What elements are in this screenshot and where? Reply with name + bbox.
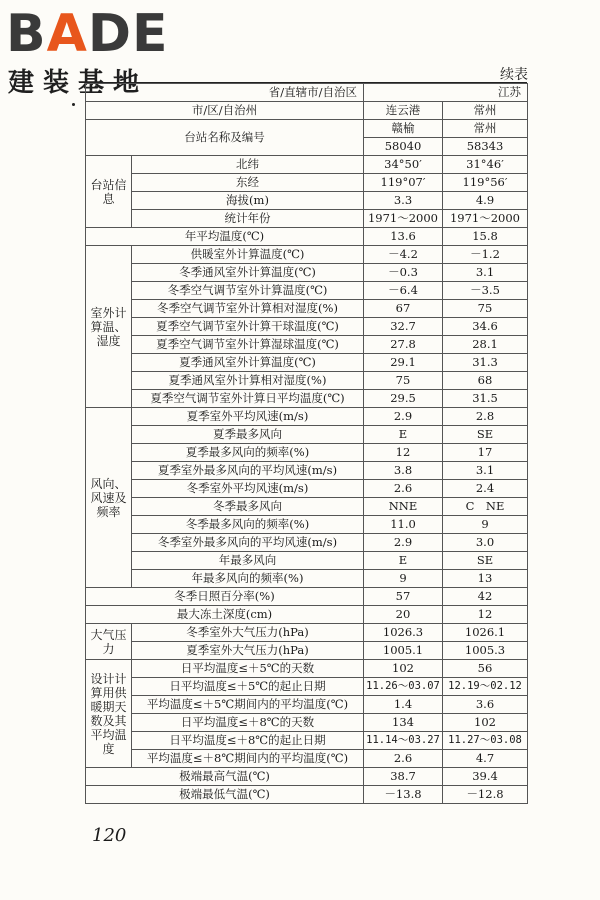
- row-value-2: 9: [443, 516, 528, 534]
- row-value-2: 2.4: [443, 480, 528, 498]
- table-row: [86, 210, 528, 228]
- table-row: [86, 246, 528, 264]
- table-row: [86, 300, 528, 318]
- row-label: 夏季空气调节室外计算干球温度(℃): [132, 318, 364, 336]
- row-value-1: NNE: [364, 498, 443, 516]
- row-value-1: 9: [364, 570, 443, 588]
- table-row: [86, 678, 528, 696]
- row-value-1: 57: [364, 588, 443, 606]
- row-value-2: 31.5: [443, 390, 528, 408]
- row-value-2: 13: [443, 570, 528, 588]
- row-value-2: 11.27～03.08: [443, 732, 528, 750]
- table-row: [86, 714, 528, 732]
- row-value-1: 102: [364, 660, 443, 678]
- row-value-2: 3.6: [443, 696, 528, 714]
- row-label: 极端最低气温(℃): [86, 786, 364, 804]
- row-value-1: E: [364, 552, 443, 570]
- table-row: [86, 84, 528, 102]
- row-value-2: 12.19～02.12: [443, 678, 528, 696]
- row-value-2: SE: [443, 426, 528, 444]
- row-label: 夏季通风室外计算相对湿度(%): [132, 372, 364, 390]
- row-value-1: 38.7: [364, 768, 443, 786]
- row-value-1: 11.26～03.07: [364, 678, 443, 696]
- row-value-2: 34.6: [443, 318, 528, 336]
- row-label: 夏季通风室外计算温度(℃): [132, 354, 364, 372]
- row-label: 极端最高气温(℃): [86, 768, 364, 786]
- margin-dot: [72, 103, 75, 106]
- row-value-2: 3.0: [443, 534, 528, 552]
- row-value-1: 119°07′: [364, 174, 443, 192]
- province-label: 省/直辖市/自治区: [86, 84, 364, 102]
- table-row: [86, 498, 528, 516]
- row-value-1: 11.14～03.27: [364, 732, 443, 750]
- logo-subtitle: 建装基地: [8, 68, 149, 98]
- row-label: 日平均温度≤＋8℃的天数: [132, 714, 364, 732]
- row-label: 冬季通风室外计算温度(℃): [132, 264, 364, 282]
- row-value-1: －4.2: [364, 246, 443, 264]
- table-row: [86, 786, 528, 804]
- row-label: 夏季最多风向: [132, 426, 364, 444]
- row-label: 年平均温度(℃): [86, 228, 364, 246]
- logo-wordmark: BADE: [6, 4, 169, 64]
- row-value-2: 17: [443, 444, 528, 462]
- row-value-2: －3.5: [443, 282, 528, 300]
- row-value-1: 2.9: [364, 534, 443, 552]
- station-name-1: 赣榆: [364, 120, 443, 138]
- row-label: 冬季最多风向的频率(%): [132, 516, 364, 534]
- table-row: [86, 750, 528, 768]
- row-value-1: －0.3: [364, 264, 443, 282]
- table-row: [86, 264, 528, 282]
- row-value-2: 119°56′: [443, 174, 528, 192]
- table-row: [86, 408, 528, 426]
- group-pressure: 大气压力: [86, 624, 132, 660]
- row-label: 日平均温度≤＋5℃的起止日期: [132, 678, 364, 696]
- row-value-2: －12.8: [443, 786, 528, 804]
- row-label: 冬季空气调节室外计算相对湿度(%): [132, 300, 364, 318]
- row-label: 东经: [132, 174, 364, 192]
- row-label: 夏季最多风向的频率(%): [132, 444, 364, 462]
- page-number: 120: [92, 825, 127, 846]
- climate-data-table: [85, 83, 528, 804]
- row-value-1: 29.1: [364, 354, 443, 372]
- table-row: [86, 588, 528, 606]
- row-label: 冬季室外最多风向的平均风速(m/s): [132, 534, 364, 552]
- table-row: [86, 606, 528, 624]
- row-value-1: 75: [364, 372, 443, 390]
- row-value-2: 15.8: [443, 228, 528, 246]
- row-value-2: 31.3: [443, 354, 528, 372]
- row-value-2: 102: [443, 714, 528, 732]
- row-label: 冬季室外平均风速(m/s): [132, 480, 364, 498]
- table-row: [86, 390, 528, 408]
- table-row: [86, 642, 528, 660]
- row-value-1: 3.3: [364, 192, 443, 210]
- row-value-1: 11.0: [364, 516, 443, 534]
- table-row: [86, 552, 528, 570]
- row-label: 海拔(m): [132, 192, 364, 210]
- row-value-2: 3.1: [443, 462, 528, 480]
- group-heating: 设计计算用供暖期天数及其平均温度: [86, 660, 132, 768]
- row-value-1: 1005.1: [364, 642, 443, 660]
- row-label: 年最多风向的频率(%): [132, 570, 364, 588]
- row-label: 夏季室外最多风向的平均风速(m/s): [132, 462, 364, 480]
- table-row: [86, 768, 528, 786]
- table-row: [86, 444, 528, 462]
- row-value-1: 13.6: [364, 228, 443, 246]
- row-value-2: C NE: [443, 498, 528, 516]
- city-2: 常州: [443, 102, 528, 120]
- group-outdoor-temp: 室外计算温、湿度: [86, 246, 132, 408]
- row-label: 夏季室外大气压力(hPa): [132, 642, 364, 660]
- row-value-2: 75: [443, 300, 528, 318]
- station-no-2: 58343: [443, 138, 528, 156]
- row-value-1: －13.8: [364, 786, 443, 804]
- row-value-2: 1026.1: [443, 624, 528, 642]
- row-value-1: 134: [364, 714, 443, 732]
- continued-label: 续表: [500, 67, 528, 83]
- table-row: [86, 102, 528, 120]
- table-row: [86, 660, 528, 678]
- station-no-1: 58040: [364, 138, 443, 156]
- row-value-1: 1026.3: [364, 624, 443, 642]
- table-row: [86, 372, 528, 390]
- table-row: [86, 516, 528, 534]
- row-label: 日平均温度≤＋5℃的天数: [132, 660, 364, 678]
- row-label: 年最多风向: [132, 552, 364, 570]
- city-label: 市/区/自治州: [86, 102, 364, 120]
- row-label: 冬季日照百分率(%): [86, 588, 364, 606]
- row-value-2: SE: [443, 552, 528, 570]
- row-value-2: 2.8: [443, 408, 528, 426]
- row-value-2: 68: [443, 372, 528, 390]
- row-label: 夏季空气调节室外计算湿球温度(℃): [132, 336, 364, 354]
- table-row: [86, 192, 528, 210]
- row-value-2: 56: [443, 660, 528, 678]
- table-row: [86, 426, 528, 444]
- row-label: 统计年份: [132, 210, 364, 228]
- row-value-1: 12: [364, 444, 443, 462]
- row-label: 冬季最多风向: [132, 498, 364, 516]
- row-value-1: E: [364, 426, 443, 444]
- table-row: [86, 318, 528, 336]
- row-value-1: 20: [364, 606, 443, 624]
- row-value-2: 31°46′: [443, 156, 528, 174]
- group-wind: 风向、风速及频率: [86, 408, 132, 588]
- row-value-1: 34°50′: [364, 156, 443, 174]
- row-value-1: 2.6: [364, 480, 443, 498]
- table-row: [86, 480, 528, 498]
- row-value-1: 29.5: [364, 390, 443, 408]
- row-label: 北纬: [132, 156, 364, 174]
- table-row: [86, 696, 528, 714]
- row-label: 夏季空气调节室外计算日平均温度(℃): [132, 390, 364, 408]
- row-value-1: 67: [364, 300, 443, 318]
- row-value-1: 32.7: [364, 318, 443, 336]
- row-value-2: 3.1: [443, 264, 528, 282]
- row-value-2: 42: [443, 588, 528, 606]
- row-value-1: 1971～2000: [364, 210, 443, 228]
- table-row: [86, 462, 528, 480]
- row-value-1: 3.8: [364, 462, 443, 480]
- table-row: [86, 534, 528, 552]
- province-value: 江苏: [364, 84, 528, 102]
- row-label: 夏季室外平均风速(m/s): [132, 408, 364, 426]
- table-row: [86, 336, 528, 354]
- row-value-2: 1971～2000: [443, 210, 528, 228]
- row-value-2: 12: [443, 606, 528, 624]
- row-value-1: 2.9: [364, 408, 443, 426]
- row-value-2: 28.1: [443, 336, 528, 354]
- station-name-2: 常州: [443, 120, 528, 138]
- table-row: [86, 156, 528, 174]
- row-value-1: 27.8: [364, 336, 443, 354]
- table-row: [86, 354, 528, 372]
- row-label: 日平均温度≤＋8℃的起止日期: [132, 732, 364, 750]
- table-row: [86, 624, 528, 642]
- row-value-1: －6.4: [364, 282, 443, 300]
- row-value-2: 39.4: [443, 768, 528, 786]
- city-1: 连云港: [364, 102, 443, 120]
- row-label: 冬季室外大气压力(hPa): [132, 624, 364, 642]
- row-value-2: －1.2: [443, 246, 528, 264]
- row-value-2: 1005.3: [443, 642, 528, 660]
- table-row: [86, 570, 528, 588]
- table-row: [86, 174, 528, 192]
- row-label: 平均温度≤＋5℃期间内的平均温度(℃): [132, 696, 364, 714]
- table-row: [86, 120, 528, 138]
- row-value-1: 1.4: [364, 696, 443, 714]
- table-row: [86, 228, 528, 246]
- row-label: 平均温度≤＋8℃期间内的平均温度(℃): [132, 750, 364, 768]
- group-station-info: 台站信息: [86, 156, 132, 228]
- row-label: 冬季空气调节室外计算温度(℃): [132, 282, 364, 300]
- row-value-2: 4.7: [443, 750, 528, 768]
- station-label: 台站名称及编号: [86, 120, 364, 156]
- row-value-2: 4.9: [443, 192, 528, 210]
- row-value-1: 2.6: [364, 750, 443, 768]
- table-row: [86, 282, 528, 300]
- row-label: 供暖室外计算温度(℃): [132, 246, 364, 264]
- row-label: 最大冻土深度(cm): [86, 606, 364, 624]
- table-row: [86, 732, 528, 750]
